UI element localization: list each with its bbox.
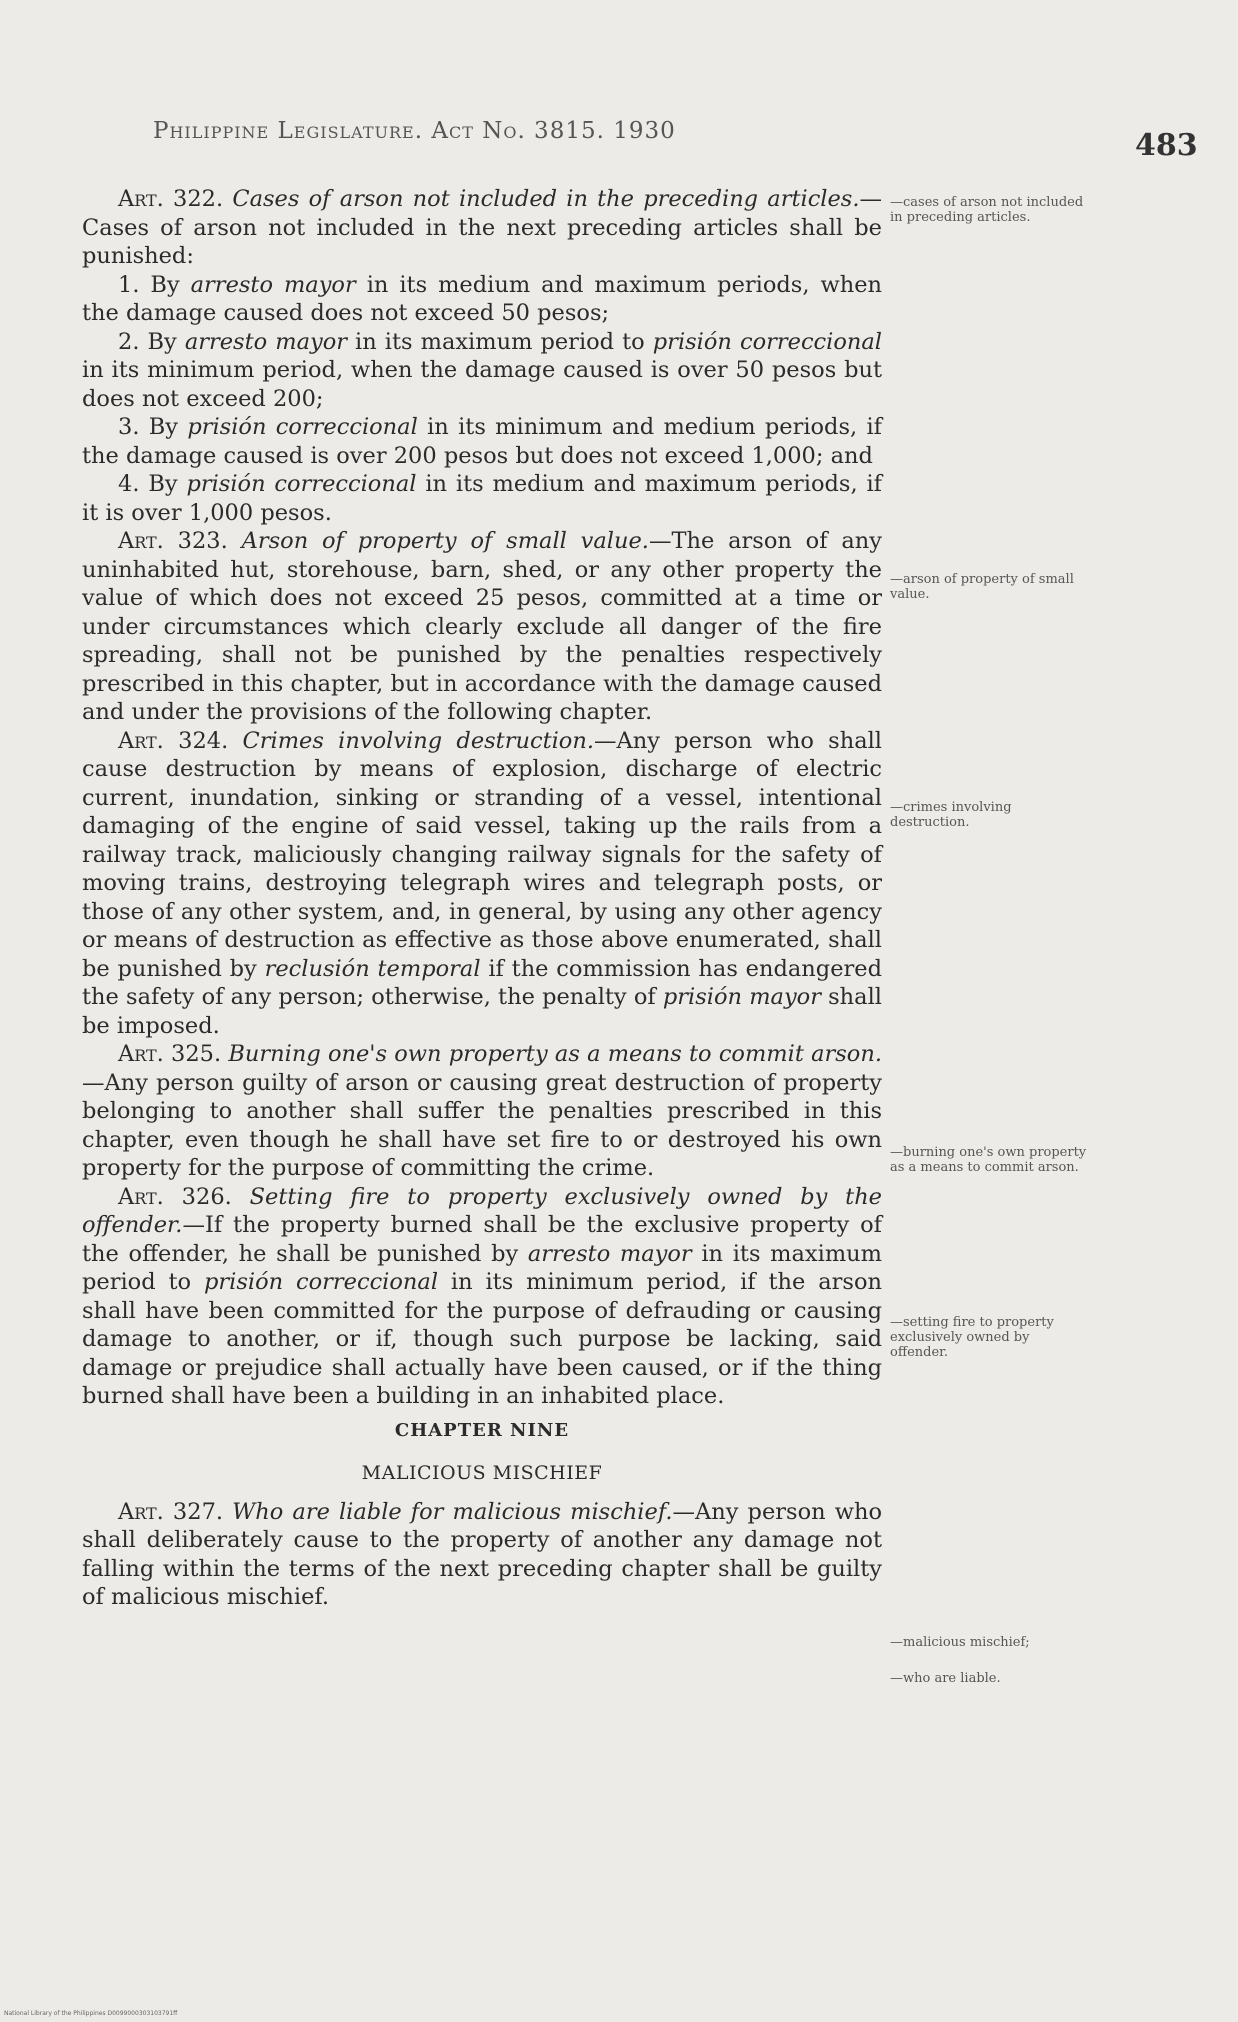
article-322 [82,185,882,271]
margin-note: —crimes involving destruction. [890,800,1012,830]
article-text: —Any person who shall deliberately cause to the property of another any damage not falling within the terms of the next preceding chapter shall be guilty of malicious mischief. [82,1498,882,1610]
text-span: 1. By [118,271,191,298]
chapter-subtitle: MALICIOUS MISCHIEF [361,1462,603,1484]
text-span: 4. By [118,471,187,497]
list-item [82,271,882,328]
legal-term: arresto mayor [184,328,347,355]
article-323 [82,527,882,727]
article-title: Crimes involving destruction. [242,727,594,754]
margin-note: —who are liable. [890,1671,1001,1686]
article-text: —Cases of arson not included in the next preceding articles shall be punished: [82,186,883,269]
article-title: Arson of property of small value. [241,528,649,554]
article-326 [82,1183,882,1411]
margin-note: —malicious mischief; [890,1635,1030,1650]
legal-term: prisión mayor [662,984,821,1010]
article-label: Art. 326. [118,1183,232,1210]
legal-term: prisión correccional [187,414,418,440]
scan-credit: National Library of the Philippines D0099000303103791ff [4,2010,178,2017]
article-text: —Any person who shall cause destruction by means of explosion, discharge of electric current, inundation, sinking or stranding of a vessel, intentional damaging of the engine of said vessel, taking up the rails from a railway track, maliciously changing railway signals for the safety of moving trains, destroying telegraph wires and telegraph posts, or those of any other system, and, in general, by using any other agency or means of destruction as effective as those above enumerated, shall be punished by [82,727,883,982]
chapter-title: CHAPTER NINE [394,1419,570,1441]
article-324 [82,727,882,1041]
text-span: in its maximum period to [347,328,653,355]
article-title: Who are liable for malicious mischief. [232,1498,673,1525]
legal-term: arresto mayor [190,271,356,298]
text-span: in its minimum and medium periods, if the damage caused is over 200 pesos but does not exceed 1,000; and [82,414,882,469]
article-label: Art. 327. [118,1498,224,1525]
text-span: 2. By [118,328,185,355]
margin-note: —burning one's own property as a means to commit arson. [890,1145,1087,1175]
text-span: 3. By [118,414,188,440]
text-span: in its minimum period, if the arson shall have been committed for the purpose of defrauding or causing damage to another, or if, though such purpose be lacking, said damage or prejudice shall actually have been caused, or if the thing burned shall have been a building in an inhabited place. [82,1269,882,1409]
text-span: shall be imposed. [82,984,882,1039]
article-title: Setting fire to property exclusively owned by the offender. [82,1183,883,1238]
list-item [82,413,882,470]
legal-term: reclusión temporal [264,955,481,982]
list-item [82,328,882,414]
margin-note: —cases of arson not included in preceding articles. [890,195,1084,225]
body-text [82,185,882,1612]
article-text: —If the property burned shall be the exclusive property of the offender, he shall be punished by [82,1212,882,1267]
text-span: in its medium and maximum periods, if it is over 1,000 pesos. [82,471,882,526]
page-number: 483 [1135,128,1198,163]
text-span: in its medium and maximum periods, when the damage caused does not exceed 50 pesos; [82,271,882,326]
article-label: Art. 323. [118,528,228,554]
article-text: —Any person guilty of arson or causing great destruction of property belonging to another shall suffer the penalties prescribed in this chapter, even though he shall have set fire to or destroyed his own property for the purpose of committing the crime. [82,1069,882,1181]
text-span: if the commission has endangered the safety of any person; otherwise, the penalty of [82,955,882,1010]
article-text: —The arson of any uninhabited hut, storehouse, barn, shed, or any other property the value of which does not exceed 25 pesos, committed at a time or under circumstances which clearly exclude all danger of the fire spreading, shall not be punished by the penalties respectively prescribed in this chapter, but in accordance with the damage caused and under the provisions of the following chapter. [82,528,883,725]
legal-term: arresto mayor [527,1240,692,1267]
legal-term: prisión correccional [652,328,882,355]
article-325 [82,1040,882,1183]
text-span: in its maximum period to [82,1240,882,1295]
list-item [82,470,882,527]
margin-note: —setting fire to property exclusively owned by offender. [890,1315,1054,1360]
text-span: in its minimum period, when the damage caused is over 50 pesos but does not exceed 200; [82,357,882,412]
article-327 [82,1498,882,1612]
article-label: Art. 324. [118,727,229,754]
legal-term: prisión correccional [203,1269,439,1295]
article-label: Art. 322. [118,186,224,212]
running-header: Philippine Legislature. Act No. 3815. 1930 [153,118,676,144]
legal-term: prisión correccional [186,471,417,497]
margin-note: —arson of property of small value. [890,572,1074,602]
article-title: Cases of arson not included in the preceding articles. [232,186,860,212]
article-title: Burning one's own property as a means to commit arson. [228,1041,882,1067]
article-label: Art. 325. [118,1041,222,1067]
